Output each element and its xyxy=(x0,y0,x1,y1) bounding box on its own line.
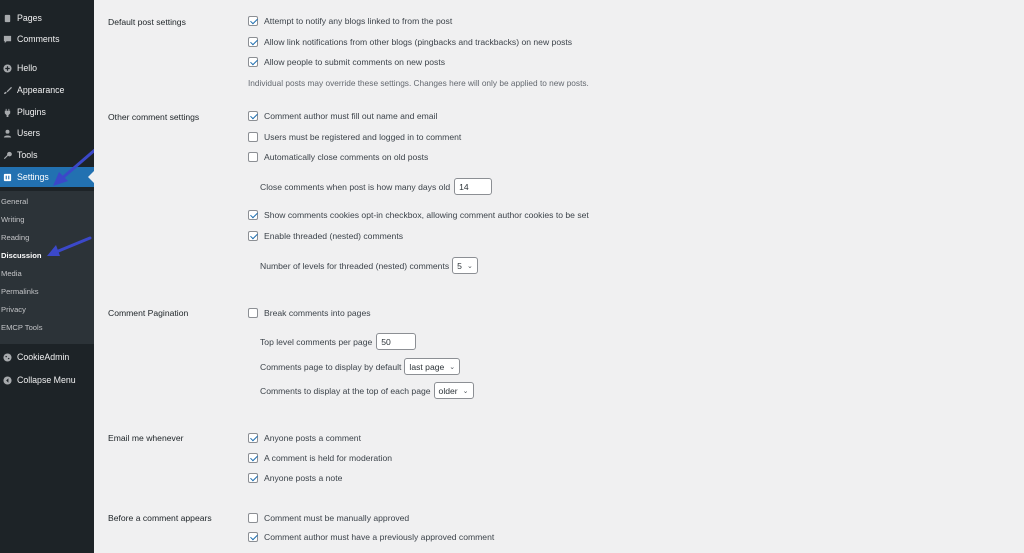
menu-label: CookieAdmin xyxy=(17,352,70,362)
section-label-before: Before a comment appears xyxy=(108,513,212,523)
select-value: 5 xyxy=(457,260,462,271)
submenu-privacy[interactable]: Privacy xyxy=(1,305,26,314)
menu-label: Hello xyxy=(17,63,38,73)
menu-label: Appearance xyxy=(17,85,65,95)
per-page-input[interactable]: 50 xyxy=(376,333,416,350)
chevron-down-icon: ⌄ xyxy=(462,387,469,395)
menu-label: Users xyxy=(17,128,40,138)
checkbox-row[interactable] xyxy=(248,111,437,121)
close-days-input[interactable]: 14 xyxy=(454,178,492,195)
checkbox[interactable] xyxy=(248,532,258,542)
checkbox[interactable] xyxy=(248,37,258,47)
settings-submenu xyxy=(0,191,94,344)
comments-icon xyxy=(2,34,12,44)
menu-item-pages[interactable] xyxy=(0,8,94,28)
checkbox-label: Anyone posts a comment xyxy=(264,433,361,443)
wrench-icon xyxy=(2,150,12,160)
per-page-field xyxy=(260,333,416,350)
menu-item-appearance[interactable] xyxy=(0,80,94,100)
checkbox-label: Comment author must fill out name and email xyxy=(264,111,438,121)
menu-label: Settings xyxy=(17,172,49,182)
admin-sidebar xyxy=(0,0,94,553)
menu-label: Comments xyxy=(17,34,60,44)
section-label-other-comment: Other comment settings xyxy=(108,112,200,122)
collapse-icon xyxy=(2,375,12,385)
user-icon xyxy=(2,128,12,138)
per-page-label: Top level comments per page xyxy=(260,336,373,347)
checkbox-label: Automatically close comments on old posts xyxy=(264,152,429,162)
checkbox-row[interactable] xyxy=(248,132,461,142)
discussion-settings-form xyxy=(94,0,1024,553)
checkbox[interactable] xyxy=(248,513,258,523)
plugin-icon xyxy=(2,107,12,117)
pages-icon xyxy=(2,13,12,23)
menu-item-hello[interactable] xyxy=(0,58,94,78)
checkbox-row[interactable] xyxy=(248,152,428,162)
checkbox[interactable] xyxy=(248,132,258,142)
submenu-writing[interactable]: Writing xyxy=(1,215,25,224)
thread-levels-select[interactable] xyxy=(452,257,478,274)
menu-item-cookieadmin[interactable] xyxy=(0,347,94,367)
checkbox-row[interactable] xyxy=(248,57,445,67)
thread-levels-label: Number of levels for threaded (nested) comments xyxy=(260,260,450,271)
checkbox[interactable] xyxy=(248,453,258,463)
submenu-general[interactable]: General xyxy=(1,197,29,206)
checkbox-row[interactable] xyxy=(248,532,494,542)
checkbox-label: Users must be registered and logged in to comment xyxy=(264,132,462,142)
paintbrush-icon xyxy=(2,85,12,95)
checkbox-label: Comment must be manually approved xyxy=(264,513,410,523)
checkbox[interactable] xyxy=(248,231,258,241)
checkbox-label: Break comments into pages xyxy=(264,308,371,318)
default-page-field xyxy=(260,358,460,375)
checkbox-label: A comment is held for moderation xyxy=(264,453,393,463)
checkbox[interactable] xyxy=(248,57,258,67)
checkbox-label: Show comments cookies opt-in checkbox, allowing comment author cookies to be set xyxy=(264,210,589,220)
cookie-icon xyxy=(2,352,12,362)
checkbox[interactable] xyxy=(248,152,258,162)
menu-label: Pages xyxy=(17,13,42,23)
checkbox-row[interactable] xyxy=(248,37,572,47)
section-label-default-post: Default post settings xyxy=(108,17,186,27)
checkbox-label: Enable threaded (nested) comments xyxy=(264,231,404,241)
checkbox[interactable] xyxy=(248,473,258,483)
checkbox[interactable] xyxy=(248,308,258,318)
checkbox[interactable] xyxy=(248,433,258,443)
checkbox-row[interactable] xyxy=(248,308,371,318)
menu-label: Collapse Menu xyxy=(17,375,76,385)
menu-item-comments[interactable] xyxy=(0,29,94,49)
checkbox-row[interactable] xyxy=(248,453,392,463)
chevron-down-icon: ⌄ xyxy=(466,262,473,270)
chevron-down-icon: ⌄ xyxy=(449,363,456,371)
section-description: Individual posts may override these settings. Changes here will only be applied to new posts. xyxy=(248,78,589,88)
section-label-pagination: Comment Pagination xyxy=(108,308,189,318)
close-days-label: Close comments when post is how many days old xyxy=(260,181,451,192)
checkbox-row[interactable] xyxy=(248,433,361,443)
thread-levels-field xyxy=(260,257,478,274)
checkbox-label: Allow people to submit comments on new posts xyxy=(264,57,446,67)
plus-circle-icon xyxy=(2,63,12,73)
checkbox[interactable] xyxy=(248,16,258,26)
checkbox-row[interactable] xyxy=(248,473,342,483)
submenu-permalinks[interactable]: Permalinks xyxy=(1,287,39,296)
annotation-arrow-icon xyxy=(50,146,100,188)
checkbox-label: Attempt to notify any blogs linked to from the post xyxy=(264,16,453,26)
submenu-media[interactable]: Media xyxy=(1,269,22,278)
top-order-label: Comments to display at the top of each page xyxy=(260,385,431,396)
select-value: older xyxy=(438,385,458,396)
checkbox-row[interactable] xyxy=(248,210,589,220)
default-page-label: Comments page to display by default xyxy=(260,361,402,372)
select-value: last page xyxy=(409,361,445,372)
checkbox-row[interactable] xyxy=(248,231,403,241)
checkbox-label: Allow link notifications from other blogs (pingbacks and trackbacks) on new posts xyxy=(264,37,573,47)
menu-item-plugins[interactable] xyxy=(0,102,94,122)
settings-icon xyxy=(2,172,12,182)
top-order-select[interactable] xyxy=(434,382,474,399)
checkbox[interactable] xyxy=(248,210,258,220)
checkbox-row[interactable] xyxy=(248,513,409,523)
submenu-emcp-tools[interactable]: EMCP Tools xyxy=(1,323,43,332)
collapse-menu-button[interactable] xyxy=(0,370,94,390)
submenu-discussion[interactable]: Discussion xyxy=(1,251,42,260)
checkbox-label: Comment author must have a previously approved comment xyxy=(264,532,495,542)
section-label-email: Email me whenever xyxy=(108,433,184,443)
menu-label: Tools xyxy=(17,150,38,160)
default-page-select[interactable] xyxy=(404,358,460,375)
submenu-reading[interactable]: Reading xyxy=(1,233,30,242)
menu-item-users[interactable] xyxy=(0,123,94,143)
top-order-field xyxy=(260,382,474,399)
checkbox[interactable] xyxy=(248,111,258,121)
checkbox-row[interactable] xyxy=(248,16,452,26)
checkbox-label: Anyone posts a note xyxy=(264,473,343,483)
annotation-arrow-icon xyxy=(44,234,94,260)
close-days-field xyxy=(260,178,492,195)
menu-label: Plugins xyxy=(17,107,46,117)
